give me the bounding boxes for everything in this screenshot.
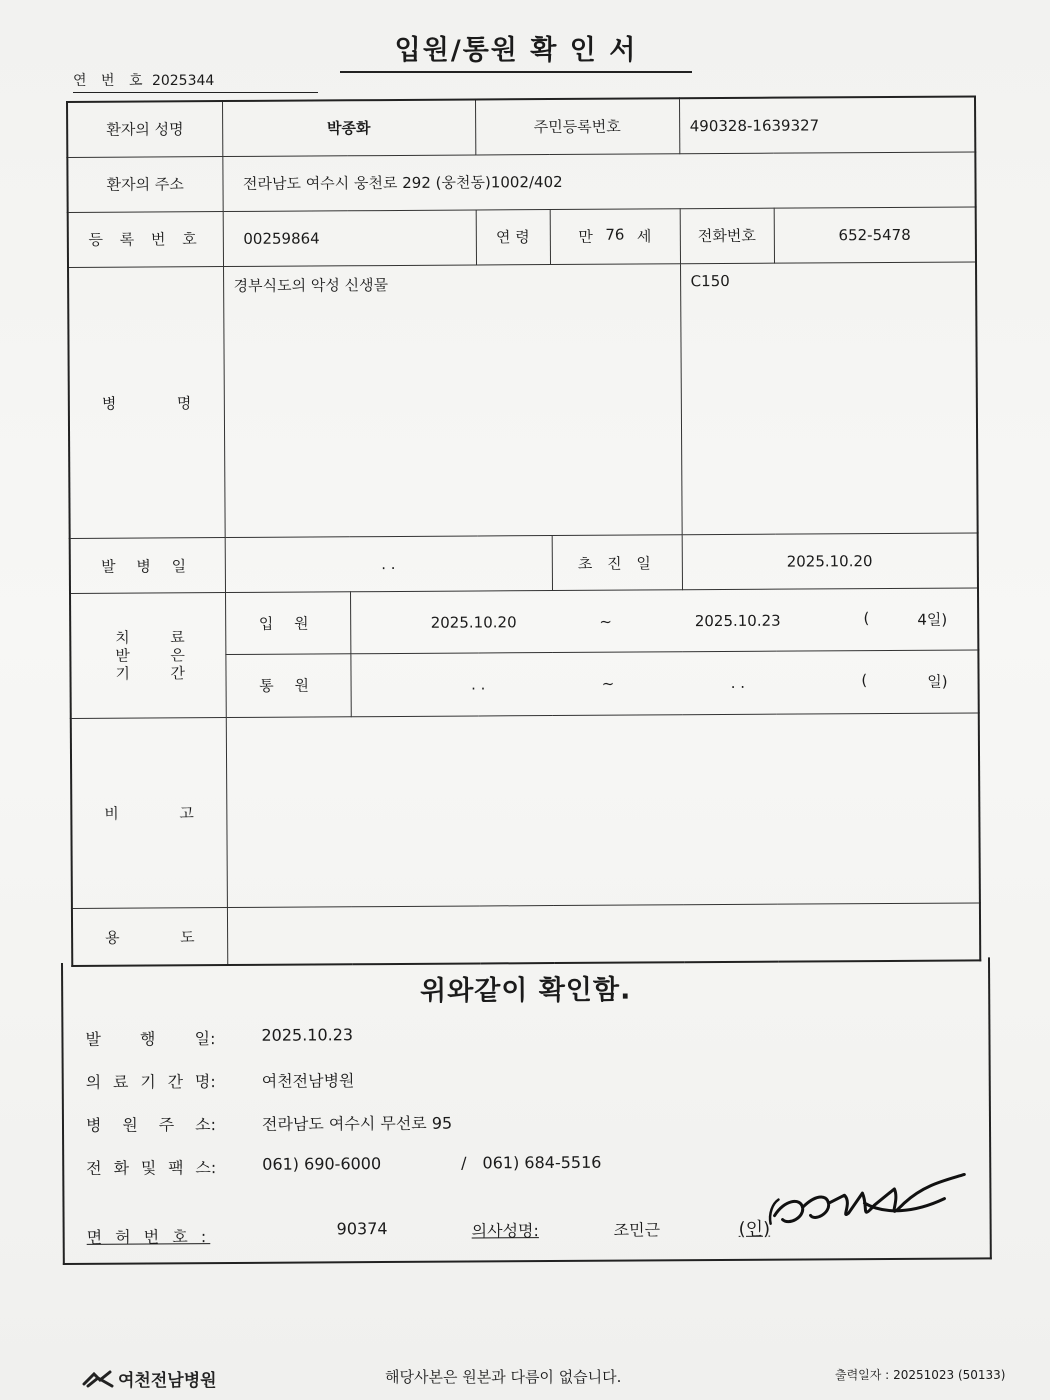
tp-char-4: 료 [170, 628, 185, 647]
label-inpatient: 입 원 [225, 592, 350, 655]
label-remarks-2: 고 [179, 804, 194, 823]
inpatient-days: 4일) [917, 610, 948, 630]
outpatient-days: 일) [927, 673, 948, 692]
tel-label-1: 전 [86, 1158, 102, 1178]
age-prefix: 만 [578, 228, 593, 247]
serial-label: 연 번 호 [73, 73, 148, 89]
confirmation-form-table [66, 95, 981, 967]
issue-label-2: 행 [139, 1029, 156, 1049]
label-disease-2: 명 [176, 393, 192, 412]
row-disease [68, 262, 978, 538]
seal-mark: (인) [738, 1218, 771, 1240]
label-onset: 발 병 일 [70, 538, 225, 594]
onset-date: . . [225, 536, 552, 593]
license-number: 90374 [336, 1219, 388, 1239]
inst-label-3: 기 [140, 1072, 156, 1092]
doctor-name: 조민근 [613, 1220, 661, 1240]
disease-name: 경부식도의 악성 신생물 [223, 264, 682, 538]
row-remarks [71, 713, 980, 909]
institution-row [86, 1068, 355, 1093]
inpatient-period [350, 588, 978, 654]
tel-label-4: 팩 [168, 1158, 184, 1178]
institution-name: 여천전남병원 [261, 1071, 355, 1091]
addr-label-4: 소: [195, 1115, 217, 1135]
serial-value: 2025344 [151, 73, 215, 89]
inpatient-to: 2025.10.23 [694, 611, 781, 630]
label-disease [68, 267, 225, 539]
outpatient-to: . . [730, 673, 746, 692]
label-age: 연 령 [476, 209, 550, 265]
first-visit-date: 2025.10.20 [682, 533, 978, 590]
row-inpatient [70, 588, 978, 656]
age-value: 76 [605, 226, 625, 245]
inst-label-1: 의 [85, 1072, 102, 1092]
tel-fax-separator: / [461, 1153, 467, 1173]
license-label: 면 허 번 호 : [86, 1227, 211, 1247]
print-date-value: 20251023 (50133) [893, 1368, 1006, 1382]
tp-char-3: 기 [115, 664, 131, 683]
label-address: 환자의 주소 [67, 156, 222, 212]
resident-no: 490328-1639327 [679, 96, 975, 153]
inpatient-days-open: ( [863, 609, 870, 628]
label-purpose [72, 908, 227, 966]
label-disease-1: 병 [101, 394, 117, 413]
row-purpose [72, 903, 980, 966]
remarks-value [226, 713, 980, 908]
label-resident-no: 주민등록번호 [475, 98, 679, 154]
issue-date: 2025.10.23 [261, 1025, 354, 1045]
patient-address: 전라남도 여수시 웅천로 292 (웅천동)1002/402 [222, 152, 975, 212]
issue-label-1: 발 [85, 1029, 101, 1049]
doctor-label: 의사성명: [471, 1221, 539, 1241]
addr-label-2: 원 [122, 1115, 138, 1135]
hospital-logo [82, 1366, 217, 1391]
label-outpatient: 통 원 [225, 654, 350, 717]
label-reg-no: 등 록 번 호 [68, 211, 223, 267]
hospital-fax: 061) 684-5516 [482, 1152, 602, 1173]
confirmation-section [61, 957, 992, 1265]
tel-label-2: 화 [113, 1158, 130, 1178]
tel-fax-row [86, 1153, 601, 1179]
inst-label-4: 간 [167, 1072, 184, 1092]
label-phone: 전화번호 [680, 208, 774, 264]
inst-label-5: 명: [194, 1072, 216, 1092]
label-remarks [71, 717, 227, 909]
reg-no: 00259864 [223, 210, 476, 267]
label-remarks-1: 비 [104, 804, 119, 823]
outpatient-period [350, 650, 978, 716]
handwritten-signature [744, 1162, 974, 1243]
issue-label-3: 일: [194, 1029, 216, 1049]
hospital-tel: 061) 690-6000 [262, 1154, 382, 1174]
tp-char-1: 치 [115, 628, 130, 647]
patient-name: 박종화 [222, 100, 475, 157]
row-patient-name [67, 96, 975, 157]
label-first-visit: 초 진 일 [552, 535, 682, 591]
addr-label-1: 병 [85, 1115, 102, 1135]
tp-char-5: 은 [170, 646, 185, 665]
phone: 652-5478 [774, 207, 976, 263]
tp-char-2: 받 [115, 646, 130, 665]
label-purpose-2: 도 [180, 927, 195, 946]
hospital-address: 전라남도 여수시 무선로 95 [261, 1113, 453, 1134]
tp-char-6: 간 [170, 664, 186, 683]
label-purpose-1: 용 [105, 928, 120, 947]
tel-label-5: 스: [195, 1158, 217, 1178]
hospital-address-row [86, 1111, 452, 1136]
hospital-logo-text: 여천전남병원 [118, 1371, 217, 1391]
purpose-value [227, 903, 980, 965]
inpatient-from: 2025.10.20 [430, 613, 517, 632]
document-title: 입원/통원 확 인 서 [340, 28, 692, 73]
row-address [67, 152, 975, 213]
inst-label-2: 료 [112, 1072, 129, 1092]
hospital-logo-icon [82, 1370, 114, 1388]
inpatient-tilde: ~ [599, 612, 613, 631]
age-cell [550, 209, 680, 265]
row-registration [68, 207, 976, 268]
issue-date-row [85, 1025, 353, 1050]
serial-number [73, 70, 318, 93]
outpatient-days-open: ( [861, 671, 868, 690]
disease-code: C150 [680, 262, 978, 535]
label-treatment-period [70, 593, 226, 718]
confirmation-heading: 위와같이 확인함. [419, 974, 632, 1007]
outpatient-tilde: ~ [601, 674, 615, 693]
print-date [835, 1366, 1006, 1383]
row-onset [70, 533, 978, 594]
tel-label-3: 및 [140, 1158, 157, 1178]
addr-label-3: 주 [158, 1115, 175, 1135]
print-date-label: 출력일자 : [835, 1368, 890, 1382]
outpatient-from: . . [471, 675, 486, 694]
copy-note: 해당사본은 원본과 다름이 없습니다. [385, 1368, 622, 1386]
age-suffix: 세 [636, 227, 652, 246]
label-patient-name: 환자의 성명 [67, 101, 222, 157]
